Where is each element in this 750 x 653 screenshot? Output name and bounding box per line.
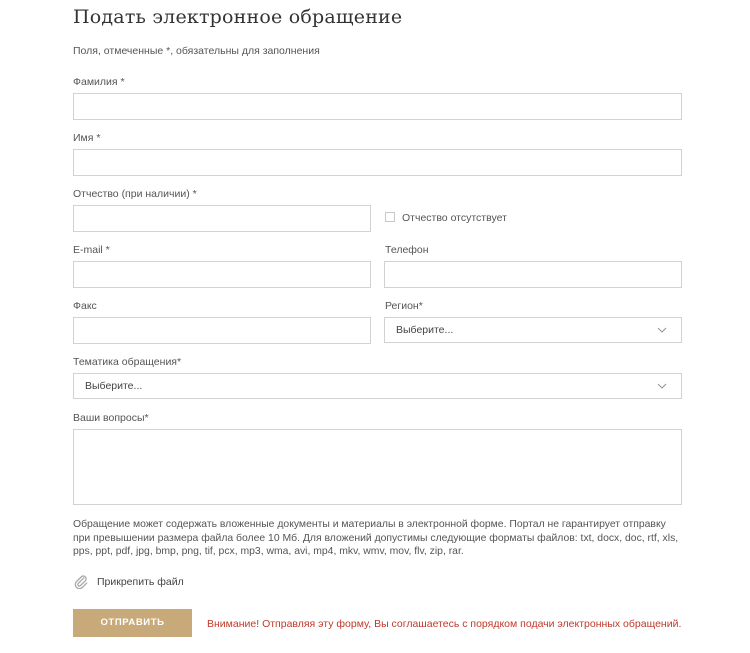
chevron-down-icon bbox=[657, 382, 667, 390]
chevron-down-icon bbox=[657, 326, 667, 334]
required-fields-note: Поля, отмеченные *, обязательны для заполнения bbox=[73, 45, 320, 57]
submit-button[interactable]: ОТПРАВИТЬ bbox=[73, 609, 192, 637]
consent-warning: Внимание! Отправляя эту форму, Вы соглашаетесь с порядком подачи электронных обращений. bbox=[207, 618, 682, 630]
attach-file-link[interactable] bbox=[73, 574, 184, 589]
surname-label: Фамилия * bbox=[73, 76, 125, 88]
region-label: Регион* bbox=[385, 300, 423, 312]
attach-file-label: Прикрепить файл bbox=[97, 575, 184, 588]
region-select[interactable] bbox=[384, 317, 682, 343]
attachment-info: Обращение может содержать вложенные документы и материалы в электронной форме. Портал не гарантирует отправку при превышении размера файла более 10 Мб. Для вложений допустимы следующие форматы файлов: txt, docx, doc, rtf, xls, pps, ppt, pdf, jpg, bmp, png, tif, pcx, mp3, wma, avi, mp4, mkv, wmv, mov, flv, zip, rar. bbox=[73, 519, 679, 557]
page-title: Подать электронное обращение bbox=[73, 6, 403, 28]
questions-label: Ваши вопросы* bbox=[73, 412, 149, 424]
name-input[interactable] bbox=[73, 149, 682, 176]
topic-label: Тематика обращения* bbox=[73, 356, 182, 368]
topic-selected-value: Выберите... bbox=[85, 380, 143, 392]
name-label: Имя * bbox=[73, 132, 101, 144]
phone-input[interactable] bbox=[384, 261, 682, 288]
email-input[interactable] bbox=[73, 261, 371, 288]
no-patronymic-checkbox[interactable] bbox=[385, 212, 395, 222]
patronymic-input[interactable] bbox=[73, 205, 371, 232]
questions-textarea[interactable] bbox=[73, 429, 682, 505]
email-label: E-mail * bbox=[73, 244, 110, 256]
paperclip-icon bbox=[73, 574, 88, 589]
patronymic-label: Отчество (при наличии) * bbox=[73, 188, 197, 200]
fax-input[interactable] bbox=[73, 317, 371, 344]
topic-select[interactable] bbox=[73, 373, 682, 399]
no-patronymic-label[interactable]: Отчество отсутствует bbox=[402, 212, 507, 224]
fax-label: Факс bbox=[73, 300, 97, 312]
phone-label: Телефон bbox=[385, 244, 429, 256]
region-selected-value: Выберите... bbox=[396, 324, 454, 336]
surname-input[interactable] bbox=[73, 93, 682, 120]
